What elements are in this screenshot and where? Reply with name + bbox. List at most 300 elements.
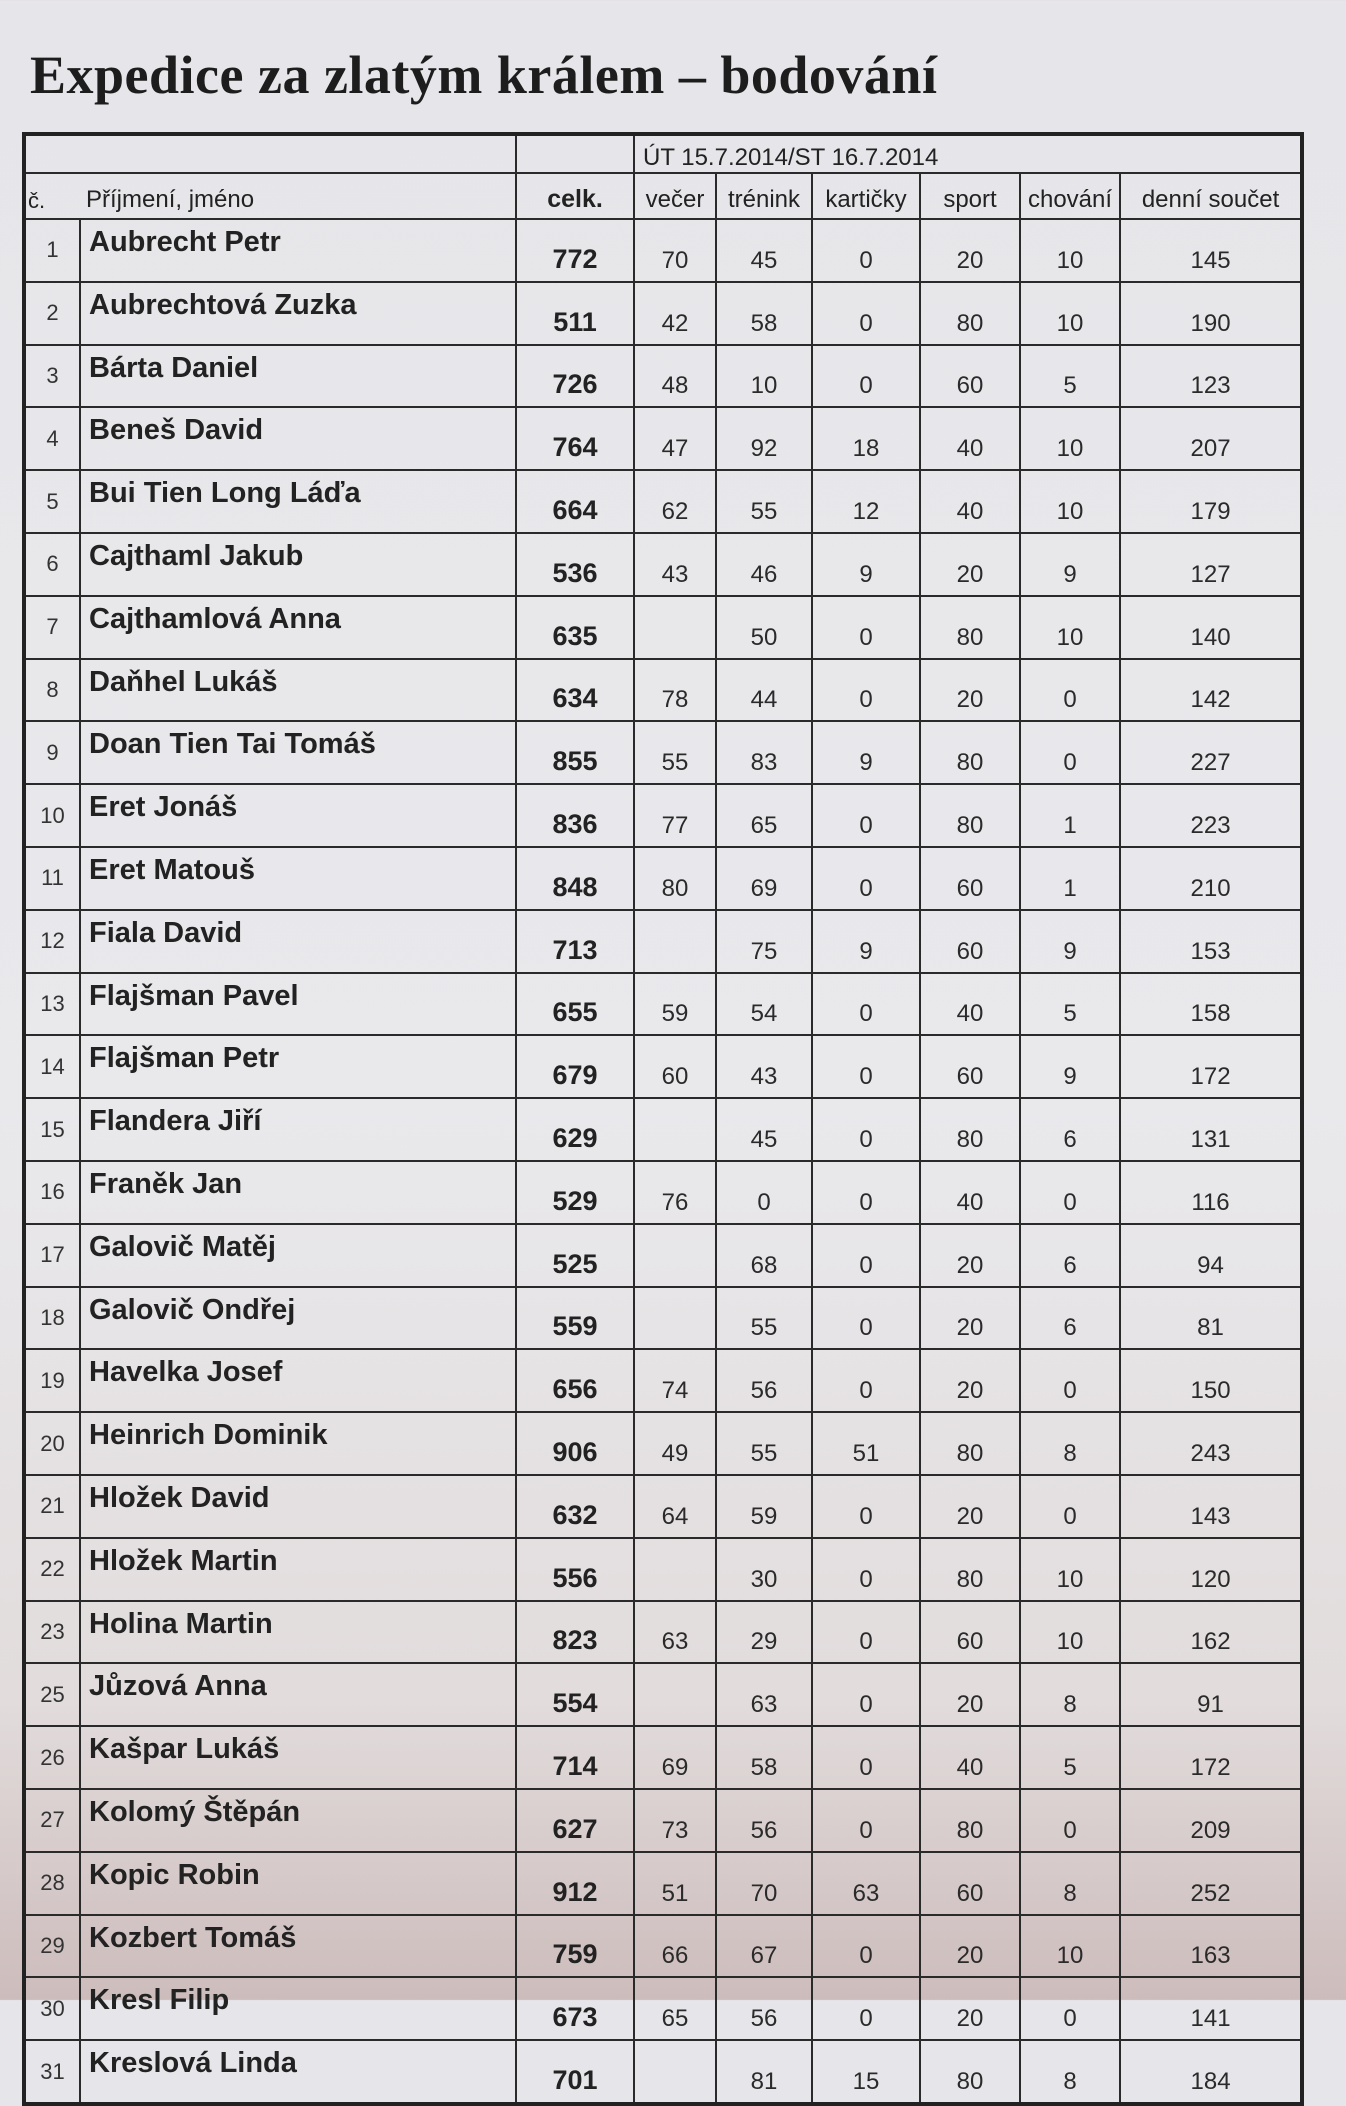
table-row — [24, 721, 1302, 784]
score-sport: 60 — [920, 1035, 1020, 1098]
score-karticky: 0 — [812, 1224, 920, 1287]
row-number: 15 — [24, 1098, 80, 1161]
row-number: 19 — [24, 1349, 80, 1412]
score-trenink: 56 — [716, 1789, 812, 1852]
row-number: 28 — [24, 1852, 80, 1915]
participant-name: Aubrecht Petr — [80, 219, 516, 282]
participant-name: Cajthamlová Anna — [80, 596, 516, 659]
header-row-columns — [24, 173, 1302, 219]
score-karticky: 9 — [812, 533, 920, 596]
total-score: 634 — [516, 659, 634, 722]
score-trenink: 65 — [716, 784, 812, 847]
column-header-vecer: večer — [634, 173, 716, 219]
score-trenink: 83 — [716, 721, 812, 784]
row-number: 16 — [24, 1161, 80, 1224]
score-chovani: 1 — [1020, 784, 1120, 847]
score-trenink: 58 — [716, 282, 812, 345]
score-karticky: 0 — [812, 973, 920, 1036]
score-denni-soucet: 153 — [1120, 910, 1302, 973]
row-number: 20 — [24, 1412, 80, 1475]
table-row — [24, 973, 1302, 1036]
score-vecer — [634, 1287, 716, 1350]
score-denni-soucet: 91 — [1120, 1663, 1302, 1726]
score-vecer: 70 — [634, 219, 716, 282]
score-trenink: 50 — [716, 596, 812, 659]
score-sport: 20 — [920, 1663, 1020, 1726]
score-karticky: 0 — [812, 345, 920, 408]
score-sport: 20 — [920, 533, 1020, 596]
row-number: 10 — [24, 784, 80, 847]
score-chovani: 5 — [1020, 973, 1120, 1036]
table-row — [24, 1412, 1302, 1475]
score-vecer: 77 — [634, 784, 716, 847]
score-denni-soucet: 127 — [1120, 533, 1302, 596]
row-number: 25 — [24, 1663, 80, 1726]
score-karticky: 0 — [812, 219, 920, 282]
score-karticky: 0 — [812, 1161, 920, 1224]
table-row — [24, 1789, 1302, 1852]
participant-name: Havelka Josef — [80, 1349, 516, 1412]
participant-name: Franěk Jan — [80, 1161, 516, 1224]
row-number: 23 — [24, 1601, 80, 1664]
table-row — [24, 282, 1302, 345]
score-vecer — [634, 1224, 716, 1287]
total-score: 635 — [516, 596, 634, 659]
table-row — [24, 1977, 1302, 2040]
total-score: 673 — [516, 1977, 634, 2040]
score-chovani: 0 — [1020, 721, 1120, 784]
score-trenink: 75 — [716, 910, 812, 973]
score-chovani: 10 — [1020, 470, 1120, 533]
participant-name: Kolomý Štěpán — [80, 1789, 516, 1852]
score-karticky: 0 — [812, 784, 920, 847]
row-number: 1 — [24, 219, 80, 282]
score-vecer: 66 — [634, 1915, 716, 1978]
date-range: ÚT 15.7.2014/ST 16.7.2014 — [634, 134, 1302, 173]
score-sport: 60 — [920, 847, 1020, 910]
column-header-sport: sport — [920, 173, 1020, 219]
table-row — [24, 1161, 1302, 1224]
participant-name: Beneš David — [80, 407, 516, 470]
score-vecer: 65 — [634, 1977, 716, 2040]
score-trenink: 58 — [716, 1726, 812, 1789]
score-chovani: 1 — [1020, 847, 1120, 910]
participant-name: Aubrechtová Zuzka — [80, 282, 516, 345]
score-karticky: 0 — [812, 1601, 920, 1664]
participant-name: Kopic Robin — [80, 1852, 516, 1915]
score-sport: 40 — [920, 407, 1020, 470]
row-number: 18 — [24, 1287, 80, 1350]
score-chovani: 6 — [1020, 1224, 1120, 1287]
score-table — [22, 132, 1304, 2106]
score-trenink: 45 — [716, 219, 812, 282]
score-sport: 20 — [920, 1287, 1020, 1350]
score-sport: 80 — [920, 1098, 1020, 1161]
score-sport: 20 — [920, 1915, 1020, 1978]
participant-name: Bárta Daniel — [80, 345, 516, 408]
row-number: 12 — [24, 910, 80, 973]
score-trenink: 92 — [716, 407, 812, 470]
score-trenink: 54 — [716, 973, 812, 1036]
total-score: 664 — [516, 470, 634, 533]
score-denni-soucet: 143 — [1120, 1475, 1302, 1538]
score-chovani: 5 — [1020, 1726, 1120, 1789]
score-karticky: 0 — [812, 1538, 920, 1601]
total-score: 632 — [516, 1475, 634, 1538]
score-chovani: 10 — [1020, 282, 1120, 345]
column-header-number: č. — [24, 173, 80, 219]
total-score: 655 — [516, 973, 634, 1036]
total-score: 855 — [516, 721, 634, 784]
row-number: 5 — [24, 470, 80, 533]
participant-name: Doan Tien Tai Tomáš — [80, 721, 516, 784]
column-header-name: Příjmení, jméno — [80, 173, 516, 219]
total-score: 525 — [516, 1224, 634, 1287]
table-row — [24, 470, 1302, 533]
row-number: 21 — [24, 1475, 80, 1538]
participant-name: Flajšman Pavel — [80, 973, 516, 1036]
score-karticky: 9 — [812, 910, 920, 973]
score-sport: 40 — [920, 470, 1020, 533]
score-trenink: 46 — [716, 533, 812, 596]
score-chovani: 0 — [1020, 1349, 1120, 1412]
score-chovani: 9 — [1020, 910, 1120, 973]
table-row — [24, 910, 1302, 973]
table-row — [24, 1601, 1302, 1664]
participant-name: Kašpar Lukáš — [80, 1726, 516, 1789]
score-denni-soucet: 131 — [1120, 1098, 1302, 1161]
score-trenink: 63 — [716, 1663, 812, 1726]
score-sport: 60 — [920, 1601, 1020, 1664]
total-score: 848 — [516, 847, 634, 910]
score-denni-soucet: 223 — [1120, 784, 1302, 847]
score-trenink: 0 — [716, 1161, 812, 1224]
row-number: 8 — [24, 659, 80, 722]
score-sport: 60 — [920, 910, 1020, 973]
header-blank — [80, 134, 516, 173]
score-denni-soucet: 123 — [1120, 345, 1302, 408]
score-vecer: 47 — [634, 407, 716, 470]
score-denni-soucet: 172 — [1120, 1035, 1302, 1098]
score-trenink: 67 — [716, 1915, 812, 1978]
total-score: 759 — [516, 1915, 634, 1978]
participant-name: Cajthaml Jakub — [80, 533, 516, 596]
score-denni-soucet: 184 — [1120, 2040, 1302, 2104]
participant-name: Eret Jonáš — [80, 784, 516, 847]
score-karticky: 0 — [812, 1475, 920, 1538]
table-row — [24, 784, 1302, 847]
score-vecer — [634, 1538, 716, 1601]
score-vecer: 48 — [634, 345, 716, 408]
score-denni-soucet: 150 — [1120, 1349, 1302, 1412]
score-sport: 60 — [920, 1852, 1020, 1915]
table-row — [24, 1915, 1302, 1978]
score-trenink: 10 — [716, 345, 812, 408]
score-vecer: 64 — [634, 1475, 716, 1538]
header-blank — [516, 134, 634, 173]
row-number: 31 — [24, 2040, 80, 2104]
participant-name: Galovič Matěj — [80, 1224, 516, 1287]
column-header-karticky: kartičky — [812, 173, 920, 219]
total-score: 556 — [516, 1538, 634, 1601]
participant-name: Holina Martin — [80, 1601, 516, 1664]
score-trenink: 70 — [716, 1852, 812, 1915]
score-denni-soucet: 227 — [1120, 721, 1302, 784]
table-row — [24, 1852, 1302, 1915]
score-sport: 80 — [920, 784, 1020, 847]
table-row — [24, 1098, 1302, 1161]
score-denni-soucet: 243 — [1120, 1412, 1302, 1475]
header-row-date — [24, 134, 1302, 173]
score-sport: 20 — [920, 1349, 1020, 1412]
score-karticky: 0 — [812, 1789, 920, 1852]
score-trenink: 55 — [716, 470, 812, 533]
row-number: 29 — [24, 1915, 80, 1978]
participant-name: Flandera Jiří — [80, 1098, 516, 1161]
score-chovani: 9 — [1020, 1035, 1120, 1098]
row-number: 26 — [24, 1726, 80, 1789]
score-trenink: 30 — [716, 1538, 812, 1601]
score-sport: 80 — [920, 596, 1020, 659]
score-denni-soucet: 209 — [1120, 1789, 1302, 1852]
total-score: 836 — [516, 784, 634, 847]
score-sport: 40 — [920, 1161, 1020, 1224]
score-sport: 40 — [920, 1726, 1020, 1789]
table-row — [24, 345, 1302, 408]
score-sport: 20 — [920, 1224, 1020, 1287]
score-vecer — [634, 1098, 716, 1161]
row-number: 9 — [24, 721, 80, 784]
score-denni-soucet: 158 — [1120, 973, 1302, 1036]
row-number: 22 — [24, 1538, 80, 1601]
score-karticky: 12 — [812, 470, 920, 533]
score-karticky: 0 — [812, 282, 920, 345]
participant-name: Bui Tien Long Láďa — [80, 470, 516, 533]
score-vecer: 49 — [634, 1412, 716, 1475]
row-number: 3 — [24, 345, 80, 408]
total-score: 701 — [516, 2040, 634, 2104]
score-vecer: 69 — [634, 1726, 716, 1789]
score-karticky: 0 — [812, 659, 920, 722]
score-vecer: 60 — [634, 1035, 716, 1098]
score-trenink: 43 — [716, 1035, 812, 1098]
score-karticky: 15 — [812, 2040, 920, 2104]
score-chovani: 9 — [1020, 533, 1120, 596]
score-karticky: 0 — [812, 1977, 920, 2040]
score-denni-soucet: 94 — [1120, 1224, 1302, 1287]
total-score: 823 — [516, 1601, 634, 1664]
table-row — [24, 219, 1302, 282]
score-denni-soucet: 210 — [1120, 847, 1302, 910]
row-number: 14 — [24, 1035, 80, 1098]
table-row — [24, 1475, 1302, 1538]
score-denni-soucet: 207 — [1120, 407, 1302, 470]
score-vecer: 62 — [634, 470, 716, 533]
score-trenink: 56 — [716, 1349, 812, 1412]
table-row — [24, 1287, 1302, 1350]
score-vecer: 42 — [634, 282, 716, 345]
participant-name: Galovič Ondřej — [80, 1287, 516, 1350]
table-row — [24, 2040, 1302, 2104]
score-karticky: 9 — [812, 721, 920, 784]
score-denni-soucet: 116 — [1120, 1161, 1302, 1224]
score-trenink: 45 — [716, 1098, 812, 1161]
score-vecer — [634, 910, 716, 973]
score-sport: 80 — [920, 282, 1020, 345]
score-sport: 80 — [920, 1538, 1020, 1601]
score-chovani: 10 — [1020, 596, 1120, 659]
score-chovani: 10 — [1020, 1601, 1120, 1664]
total-score: 679 — [516, 1035, 634, 1098]
participant-name: Kozbert Tomáš — [80, 1915, 516, 1978]
score-sport: 20 — [920, 1977, 1020, 2040]
row-number: 6 — [24, 533, 80, 596]
participant-name: Eret Matouš — [80, 847, 516, 910]
score-sport: 20 — [920, 1475, 1020, 1538]
score-denni-soucet: 179 — [1120, 470, 1302, 533]
total-score: 559 — [516, 1287, 634, 1350]
score-karticky: 0 — [812, 1035, 920, 1098]
score-vecer: 51 — [634, 1852, 716, 1915]
score-vecer — [634, 1663, 716, 1726]
participant-name: Heinrich Dominik — [80, 1412, 516, 1475]
table-row — [24, 1349, 1302, 1412]
score-chovani: 5 — [1020, 345, 1120, 408]
score-denni-soucet: 145 — [1120, 219, 1302, 282]
score-denni-soucet: 172 — [1120, 1726, 1302, 1789]
score-chovani: 8 — [1020, 1852, 1120, 1915]
column-header-total: celk. — [516, 173, 634, 219]
participant-name: Kreslová Linda — [80, 2040, 516, 2104]
score-trenink: 56 — [716, 1977, 812, 2040]
score-chovani: 0 — [1020, 1789, 1120, 1852]
total-score: 906 — [516, 1412, 634, 1475]
row-number: 30 — [24, 1977, 80, 2040]
score-vecer: 55 — [634, 721, 716, 784]
score-vecer: 73 — [634, 1789, 716, 1852]
score-chovani: 8 — [1020, 1663, 1120, 1726]
table-row — [24, 1663, 1302, 1726]
score-chovani: 10 — [1020, 219, 1120, 282]
score-vecer: 43 — [634, 533, 716, 596]
score-vecer: 74 — [634, 1349, 716, 1412]
score-chovani: 8 — [1020, 1412, 1120, 1475]
total-score: 554 — [516, 1663, 634, 1726]
participant-name: Daňhel Lukáš — [80, 659, 516, 722]
score-karticky: 0 — [812, 1663, 920, 1726]
score-chovani: 0 — [1020, 1161, 1120, 1224]
score-karticky: 0 — [812, 596, 920, 659]
score-trenink: 55 — [716, 1412, 812, 1475]
total-score: 764 — [516, 407, 634, 470]
score-vecer: 59 — [634, 973, 716, 1036]
total-score: 713 — [516, 910, 634, 973]
score-chovani: 10 — [1020, 1915, 1120, 1978]
score-denni-soucet: 163 — [1120, 1915, 1302, 1978]
total-score: 529 — [516, 1161, 634, 1224]
score-vecer: 80 — [634, 847, 716, 910]
score-vecer — [634, 596, 716, 659]
participant-name: Fiala David — [80, 910, 516, 973]
participant-name: Flajšman Petr — [80, 1035, 516, 1098]
participant-name: Jůzová Anna — [80, 1663, 516, 1726]
score-chovani: 6 — [1020, 1287, 1120, 1350]
total-score: 714 — [516, 1726, 634, 1789]
score-karticky: 0 — [812, 847, 920, 910]
participant-name: Hložek Martin — [80, 1538, 516, 1601]
page-title: Expedice za zlatým králem – bodování — [30, 45, 938, 105]
row-number: 13 — [24, 973, 80, 1036]
table-row — [24, 847, 1302, 910]
table-row — [24, 1726, 1302, 1789]
score-chovani: 8 — [1020, 2040, 1120, 2104]
table-row — [24, 533, 1302, 596]
score-denni-soucet: 190 — [1120, 282, 1302, 345]
row-number: 17 — [24, 1224, 80, 1287]
score-trenink: 55 — [716, 1287, 812, 1350]
total-score: 511 — [516, 282, 634, 345]
header-blank — [24, 134, 80, 173]
score-vecer: 78 — [634, 659, 716, 722]
score-chovani: 0 — [1020, 659, 1120, 722]
score-vecer: 63 — [634, 1601, 716, 1664]
score-denni-soucet: 140 — [1120, 596, 1302, 659]
row-number: 2 — [24, 282, 80, 345]
total-score: 656 — [516, 1349, 634, 1412]
score-chovani: 6 — [1020, 1098, 1120, 1161]
column-header-trenink: trénink — [716, 173, 812, 219]
total-score: 912 — [516, 1852, 634, 1915]
score-trenink: 81 — [716, 2040, 812, 2104]
row-number: 7 — [24, 596, 80, 659]
score-sport: 60 — [920, 345, 1020, 408]
score-denni-soucet: 162 — [1120, 1601, 1302, 1664]
score-denni-soucet: 81 — [1120, 1287, 1302, 1350]
score-trenink: 44 — [716, 659, 812, 722]
score-karticky: 0 — [812, 1287, 920, 1350]
total-score: 726 — [516, 345, 634, 408]
score-sport: 20 — [920, 659, 1020, 722]
total-score: 536 — [516, 533, 634, 596]
score-denni-soucet: 252 — [1120, 1852, 1302, 1915]
score-denni-soucet: 120 — [1120, 1538, 1302, 1601]
total-score: 629 — [516, 1098, 634, 1161]
score-denni-soucet: 141 — [1120, 1977, 1302, 2040]
column-header-denni-soucet: denní součet — [1120, 173, 1302, 219]
score-vecer: 76 — [634, 1161, 716, 1224]
score-sport: 80 — [920, 2040, 1020, 2104]
score-sport: 40 — [920, 973, 1020, 1036]
score-chovani: 0 — [1020, 1977, 1120, 2040]
score-chovani: 10 — [1020, 407, 1120, 470]
total-score: 772 — [516, 219, 634, 282]
participant-name: Kresl Filip — [80, 1977, 516, 2040]
table-row — [24, 1538, 1302, 1601]
score-karticky: 51 — [812, 1412, 920, 1475]
table-row — [24, 596, 1302, 659]
score-chovani: 10 — [1020, 1538, 1120, 1601]
score-chovani: 0 — [1020, 1475, 1120, 1538]
score-karticky: 0 — [812, 1726, 920, 1789]
score-denni-soucet: 142 — [1120, 659, 1302, 722]
score-karticky: 0 — [812, 1349, 920, 1412]
column-header-chovani: chování — [1020, 173, 1120, 219]
score-sport: 80 — [920, 1789, 1020, 1852]
score-sport: 20 — [920, 219, 1020, 282]
score-karticky: 0 — [812, 1098, 920, 1161]
table-row — [24, 407, 1302, 470]
score-trenink: 68 — [716, 1224, 812, 1287]
